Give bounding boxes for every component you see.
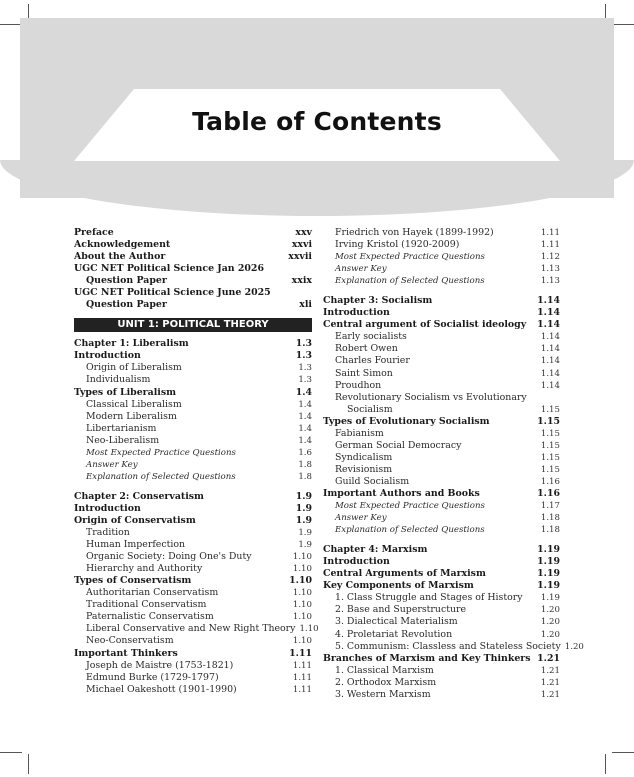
toc-entry[interactable] (323, 343, 560, 355)
toc-entry-page: 1.14 (537, 307, 560, 319)
toc-entry-page: 1.15 (540, 452, 560, 463)
toc-entry-label: Guild Socialism (335, 475, 410, 487)
toc-entry[interactable] (323, 604, 560, 616)
toc-entry[interactable] (323, 263, 560, 275)
toc-entry-label: About the Author (74, 251, 166, 263)
toc-entry-label: Key Components of Marxism (323, 580, 474, 592)
toc-entry-page: 1.15 (540, 404, 560, 415)
toc-entry[interactable] (74, 362, 312, 374)
toc-entry-label: Chapter 3: Socialism (323, 295, 433, 307)
crop-mark (612, 24, 634, 25)
toc-entry[interactable] (74, 539, 312, 551)
toc-entry-page: 1.11 (289, 647, 312, 659)
toc-entry[interactable] (74, 263, 312, 275)
toc-entry[interactable] (323, 251, 560, 263)
toc-entry-page: 1.4 (298, 411, 312, 422)
toc-entry[interactable] (323, 592, 560, 604)
toc-entry-page: 1.4 (298, 399, 312, 410)
toc-entry[interactable] (323, 295, 560, 307)
toc-entry[interactable] (323, 556, 560, 568)
toc-entry-label: Syndicalism (335, 451, 393, 463)
toc-entry-page: 1.10 (292, 612, 312, 623)
crop-mark (28, 754, 29, 774)
toc-entry-label: Most Expected Practice Questions (86, 447, 236, 458)
crop-mark (0, 24, 22, 25)
toc-entry-page: xxix (291, 275, 312, 287)
toc-entry-label: German Social Democracy (335, 439, 462, 451)
toc-entry-label: Neo-Liberalism (86, 434, 160, 446)
toc-entry[interactable] (74, 648, 312, 660)
toc-entry[interactable] (323, 275, 560, 287)
toc-entry-label: Organic Society: Doing One's Duty (86, 551, 252, 563)
toc-entry-label: Joseph de Maistre (1753-1821) (86, 659, 234, 671)
toc-entry-page: 1.16 (540, 476, 560, 487)
toc-entry[interactable] (323, 689, 560, 701)
toc-entry-page: 1.13 (540, 276, 560, 287)
toc-entry-page: 1.20 (540, 605, 560, 616)
toc-entry[interactable] (74, 411, 312, 423)
toc-entry-page: 1.11 (292, 660, 312, 671)
toc-entry[interactable] (323, 580, 560, 592)
toc-entry-label: Chapter 1: Liberalism (74, 338, 189, 350)
toc-entry-page: 1.14 (540, 356, 560, 367)
toc-entry[interactable] (74, 239, 312, 251)
crop-mark (612, 752, 634, 753)
toc-entry-label: Origin of Liberalism (86, 362, 182, 374)
toc-entry[interactable] (74, 684, 312, 696)
toc-entry-page: 1.16 (537, 487, 560, 499)
toc-entry-page: 1.10 (292, 588, 312, 599)
toc-entry-label: Introduction (74, 350, 141, 362)
toc-entry-page: 1.3 (298, 363, 312, 374)
toc-entry[interactable] (74, 459, 312, 471)
toc-entry-label: Friedrich von Hayek (1899-1992) (335, 227, 494, 238)
header-banner-curve (20, 188, 614, 218)
toc-entry-label: Fabianism (335, 427, 384, 439)
toc-entry-page: 1.6 (298, 447, 312, 458)
toc-entry-page: 1.14 (540, 332, 560, 343)
toc-entry[interactable] (74, 623, 319, 635)
toc-entry-label: Answer Key (335, 264, 387, 275)
toc-entry-page: 1.14 (537, 319, 560, 331)
toc-entry-page: 1.21 (537, 652, 560, 664)
toc-entry-label: Hierarchy and Authority (86, 563, 203, 575)
toc-entry[interactable] (74, 447, 312, 459)
toc-entry-label: Chapter 4: Marxism (323, 544, 428, 556)
toc-entry-label: Answer Key (335, 513, 387, 524)
toc-entry-label: Central argument of Socialist ideology (323, 319, 527, 331)
toc-entry[interactable] (323, 380, 560, 392)
toc-entry-label: Central Arguments of Marxism (323, 568, 486, 580)
toc-entry-page: 1.11 (540, 240, 560, 251)
toc-entry-label: 3. Dialectical Materialism (335, 616, 458, 628)
toc-entry-page: 1.14 (540, 368, 560, 379)
toc-entry-label: Explanation of Selected Questions (335, 525, 485, 536)
toc-entry-page: 1.17 (540, 501, 560, 512)
toc-entry-label: Neo-Conservatism (86, 635, 174, 647)
toc-entry[interactable] (323, 677, 560, 689)
toc-entry-label: Most Expected Practice Questions (335, 501, 485, 512)
toc-entry[interactable] (74, 350, 312, 362)
toc-entry-page: 1.10 (292, 636, 312, 647)
toc-entry-page: 1.9 (295, 514, 312, 526)
toc-entry-page: 1.18 (540, 513, 560, 524)
unit-heading: UNIT 1: POLITICAL THEORY (74, 318, 312, 332)
toc-entry-label: 2. Base and Superstructure (335, 604, 467, 616)
section-gap (74, 483, 312, 491)
toc-entry-page: 1.18 (540, 525, 560, 536)
toc-entry[interactable] (323, 428, 560, 440)
toc-entry-label: Charles Fourier (335, 355, 410, 367)
toc-entry-page: 1.11 (292, 684, 312, 695)
toc-entry-page: 1.3 (295, 350, 312, 362)
toc-entry-page: 1.10 (299, 624, 319, 635)
toc-entry-label: 5. Communism: Classless and Stateless Society (335, 640, 561, 652)
toc-entry[interactable] (323, 368, 560, 380)
toc-entry[interactable] (74, 227, 312, 239)
toc-entry-page: 1.15 (540, 428, 560, 439)
toc-entry[interactable] (74, 515, 312, 527)
toc-entry-label: Libertarianism (86, 422, 157, 434)
toc-entry-page: 1.13 (540, 264, 560, 275)
toc-entry[interactable] (74, 599, 312, 611)
toc-entry[interactable] (323, 404, 560, 416)
toc-entry-label: Socialism (347, 403, 393, 415)
toc-entry-label: Michael Oakeshott (1901-1990) (86, 683, 237, 695)
toc-entry[interactable] (323, 524, 560, 536)
toc-entry-page: 1.21 (540, 689, 560, 700)
toc-entry-label: Introduction (323, 556, 390, 568)
crop-mark (0, 752, 22, 753)
toc-entry-label: Explanation of Selected Questions (86, 471, 236, 482)
toc-entry-page: 1.4 (295, 386, 312, 398)
toc-entry[interactable] (74, 374, 312, 386)
toc-entry-page: 1.19 (537, 556, 560, 568)
toc-entry-page (308, 287, 312, 299)
toc-entry-label: Introduction (323, 307, 390, 319)
title-box (74, 89, 560, 161)
toc-entry[interactable] (323, 331, 560, 343)
toc-entry-label: 1. Classical Marxism (335, 664, 434, 676)
toc-entry[interactable] (323, 640, 584, 653)
section-gap (323, 536, 560, 544)
toc-entry-page: 1.15 (537, 415, 560, 427)
toc-entry[interactable] (74, 471, 312, 483)
toc-entry-label: Paternalistic Conservatism (86, 611, 214, 623)
toc-entry-label: 2. Orthodox Marxism (335, 676, 437, 688)
toc-entry[interactable] (323, 665, 560, 677)
toc-entry-label: Revolutionary Socialism vs Evolutionary (335, 391, 527, 403)
toc-entry-page: 1.14 (540, 344, 560, 355)
toc-entry-label: Proudhon (335, 379, 382, 391)
toc-entry-page: 1.9 (298, 540, 312, 551)
toc-entry[interactable] (323, 319, 560, 331)
toc-entry-label: Most Expected Practice Questions (335, 252, 485, 263)
section-gap (323, 287, 560, 295)
toc-entry-page: 1.11 (540, 228, 560, 238)
toc-entry-label: Question Paper (86, 299, 167, 311)
toc-entry-page: xxvi (291, 239, 312, 251)
toc-entry-page: 1.4 (298, 435, 312, 446)
toc-entry-label: 1. Class Struggle and Stages of History (335, 592, 523, 604)
toc-entry[interactable] (74, 275, 312, 287)
toc-entry[interactable] (74, 660, 312, 672)
toc-entry-label: Acknowledgement (74, 239, 171, 251)
toc-entry-page: xxvii (288, 251, 312, 263)
toc-entry[interactable] (74, 503, 312, 515)
crop-mark (605, 754, 606, 774)
toc-entry-page: 1.15 (540, 440, 560, 451)
toc-entry-page: 1.21 (540, 665, 560, 676)
toc-entry-label: 3. Western Marxism (335, 688, 431, 700)
toc-entry-page: 1.4 (298, 423, 312, 434)
toc-entry-page: 1.19 (537, 568, 560, 580)
toc-entry[interactable] (323, 239, 560, 251)
toc-entry[interactable] (323, 568, 560, 580)
toc-entry-page: 1.10 (289, 575, 312, 587)
toc-left-column (74, 227, 319, 696)
toc-entry-label: Important Authors and Books (323, 487, 480, 499)
toc-entry-label: Origin of Conservatism (74, 514, 196, 526)
toc-entry[interactable] (323, 227, 560, 239)
toc-entry-label: Liberal Conservative and New Right Theory (86, 623, 296, 635)
toc-entry-page: 1.8 (298, 471, 312, 482)
toc-entry[interactable] (74, 491, 312, 503)
toc-entry-page: 1.8 (298, 459, 312, 470)
toc-entry[interactable] (323, 464, 560, 476)
toc-entry-label: 4. Proletariat Revolution (335, 628, 453, 640)
toc-entry[interactable] (74, 672, 312, 684)
toc-entry[interactable] (74, 251, 312, 263)
toc-entry-label: Types of Evolutionary Socialism (323, 415, 490, 427)
toc-entry[interactable] (74, 299, 312, 311)
toc-entry-page: 1.20 (540, 629, 560, 640)
toc-entry-label: Early socialists (335, 331, 407, 343)
toc-entry[interactable] (323, 476, 560, 488)
toc-entry-page: 1.3 (298, 375, 312, 386)
toc-entry-page: 1.20 (540, 617, 560, 628)
toc-entry[interactable] (323, 440, 560, 452)
toc-entry-label: Individualism (86, 374, 151, 386)
toc-entry-page: 1.21 (540, 677, 560, 688)
toc-entry-label: Authoritarian Conservatism (86, 587, 219, 599)
toc-entry-label: Types of Liberalism (74, 386, 177, 398)
toc-entry[interactable] (323, 653, 560, 665)
toc-entry[interactable] (323, 392, 560, 404)
toc-entry-page: 1.14 (537, 295, 560, 307)
toc-entry-page: 1.11 (292, 672, 312, 683)
toc-entry-label: Answer Key (86, 459, 138, 470)
toc-entry-page: xxv (295, 227, 312, 238)
toc-entry[interactable] (74, 587, 312, 599)
toc-entry-label: Saint Simon (335, 367, 393, 379)
toc-entry[interactable] (323, 452, 560, 464)
toc-entry-page: 1.12 (540, 252, 560, 263)
toc-entry[interactable] (74, 399, 312, 411)
toc-entry-label: Edmund Burke (1729-1797) (86, 671, 219, 683)
toc-entry[interactable] (74, 575, 312, 587)
toc-entry[interactable] (74, 611, 312, 623)
page-title: Table of Contents (192, 107, 442, 136)
toc-entry-label: Traditional Conservatism (86, 599, 207, 611)
toc-entry-label: Introduction (74, 502, 141, 514)
toc-entry-label: Human Imperfection (86, 539, 186, 551)
toc-entry-page: 1.19 (540, 593, 560, 604)
toc-right-column (323, 227, 584, 701)
toc-entry-page: 1.19 (537, 580, 560, 592)
toc-entry[interactable] (323, 488, 560, 500)
toc-entry-page: 1.9 (295, 502, 312, 514)
toc-entry-page: 1.9 (298, 528, 312, 539)
toc-entry-label: UGC NET Political Science June 2025 (74, 287, 271, 299)
toc-entry-label: Important Thinkers (74, 647, 178, 659)
toc-entry-label: Question Paper (86, 275, 167, 287)
toc-entry[interactable] (74, 287, 312, 299)
toc-entry-label: Classical Liberalism (86, 398, 182, 410)
toc-entry[interactable] (323, 355, 560, 367)
toc-entry[interactable] (74, 527, 312, 539)
toc-entry-page: 1.10 (292, 564, 312, 575)
toc-entry-page: 1.20 (564, 641, 584, 652)
toc-entry[interactable] (74, 635, 312, 647)
toc-entry-page: 1.10 (292, 600, 312, 611)
toc-entry-label: Preface (74, 227, 114, 238)
toc-entry[interactable] (74, 338, 312, 350)
toc-entry[interactable] (74, 423, 312, 435)
toc-entry[interactable] (74, 563, 312, 575)
toc-entry-page (308, 263, 312, 275)
toc-entry[interactable] (323, 500, 560, 512)
toc-entry-page (556, 392, 560, 404)
toc-entry-label: Tradition (86, 527, 130, 539)
toc-entry[interactable] (323, 616, 560, 628)
toc-entry-page: xli (299, 299, 312, 311)
toc-entry[interactable] (323, 544, 560, 556)
toc-entry-page: 1.14 (540, 380, 560, 391)
toc-entry-page: 1.10 (292, 552, 312, 563)
toc-entry-page: 1.19 (537, 544, 560, 556)
toc-entry-page: 1.15 (540, 464, 560, 475)
toc-entry-label: Branches of Marxism and Key Thinkers (323, 652, 531, 664)
toc-entry-page: 1.9 (295, 490, 312, 502)
toc-entry[interactable] (323, 416, 560, 428)
toc-entry-label: Explanation of Selected Questions (335, 276, 485, 287)
toc-entry-label: Modern Liberalism (86, 410, 177, 422)
toc-entry-label: Robert Owen (335, 343, 398, 355)
toc-entry-label: Types of Conservatism (74, 575, 192, 587)
toc-entry[interactable] (74, 435, 312, 447)
toc-entry-page: 1.3 (295, 338, 312, 350)
toc-entry-label: Irving Kristol (1920-2009) (335, 239, 460, 251)
toc-entry-label: Revisionism (335, 463, 393, 475)
toc-entry-label: UGC NET Political Science Jan 2026 (74, 263, 264, 275)
toc-entry[interactable] (74, 551, 312, 563)
toc-entry[interactable] (323, 307, 560, 319)
toc-entry[interactable] (74, 387, 312, 399)
toc-entry-label: Chapter 2: Conservatism (74, 490, 204, 502)
toc-entry[interactable] (323, 512, 560, 524)
toc-entry[interactable] (323, 629, 560, 641)
